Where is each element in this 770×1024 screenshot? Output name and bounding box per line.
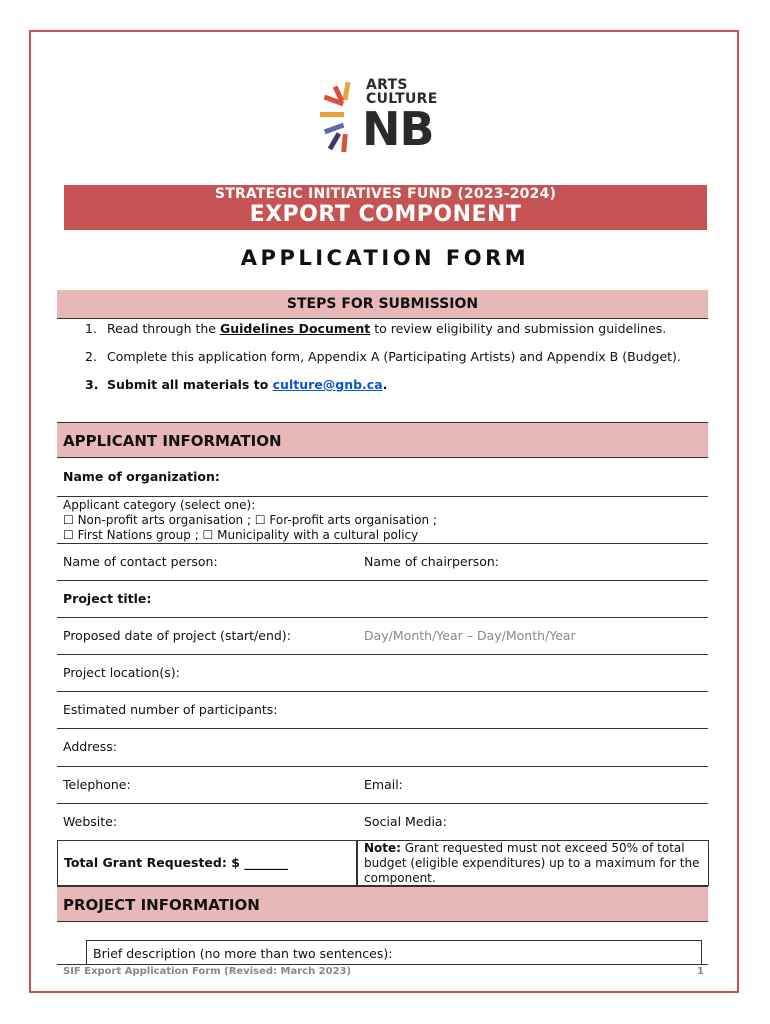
footer-text: SIF Export Application Form (Revised: March 2023) bbox=[63, 966, 352, 977]
brief-description-field[interactable]: Brief description (no more than two sentences): bbox=[86, 940, 702, 965]
total-grant-field[interactable]: Total Grant Requested: $ _______ bbox=[57, 840, 357, 886]
email-label: Email: bbox=[364, 777, 403, 792]
steps-heading: STEPS FOR SUBMISSION bbox=[57, 290, 708, 319]
date-placeholder: Day/Month/Year – Day/Month/Year bbox=[364, 628, 576, 643]
chairperson-label: Name of chairperson: bbox=[364, 554, 499, 569]
contact-person-label: Name of contact person: bbox=[63, 554, 218, 569]
logo-arts: ARTS bbox=[366, 77, 408, 93]
category-options-line1[interactable]: ☐ Non-profit arts organisation ; ☐ For-profit arts organisation ; bbox=[63, 513, 437, 527]
step-2: 2. Complete this application form, Appendix A (Participating Artists) and Appendix B (Budget). bbox=[85, 349, 681, 364]
step-3: 3. Submit all materials to culture@gnb.ca. bbox=[85, 377, 388, 392]
arts-culture-nb-logo bbox=[318, 76, 458, 158]
telephone-email-row[interactable] bbox=[57, 766, 708, 804]
category-options-line2[interactable]: ☐ First Nations group ; ☐ Municipality with a cultural policy bbox=[63, 528, 419, 542]
grant-note: Note: Grant requested must not exceed 50% of total budget (eligible expenditures) up to a maximum for the component. bbox=[357, 840, 709, 886]
applicant-category: Applicant category (select one): ☐ Non-profit arts organisation ; ☐ For-profit arts organisation ; ☐ First Nations group ; ☐ Municipality with a cultural policy bbox=[63, 498, 437, 542]
step-1: 1. Read through the Guidelines Document to review eligibility and submission guidelines. bbox=[85, 321, 667, 336]
participants-field[interactable]: Estimated number of participants: bbox=[57, 691, 708, 729]
proposed-date-field[interactable]: Proposed date of project (start/end): Day/Month/Year – Day/Month/Year bbox=[57, 617, 708, 655]
website-social-row[interactable] bbox=[57, 803, 708, 840]
sunburst-icon bbox=[318, 76, 366, 156]
telephone-label: Telephone: bbox=[63, 777, 131, 792]
title-banner bbox=[64, 185, 707, 230]
email-link[interactable]: culture@gnb.ca bbox=[272, 377, 383, 392]
project-info-heading: PROJECT INFORMATION bbox=[57, 886, 708, 922]
footer-divider bbox=[57, 964, 708, 965]
project-title-field[interactable]: Project title: bbox=[57, 580, 708, 618]
website-label: Website: bbox=[63, 814, 118, 829]
org-name-field[interactable]: Name of organization: bbox=[57, 458, 708, 497]
applicant-info-heading: APPLICANT INFORMATION bbox=[57, 422, 708, 458]
social-media-label: Social Media: bbox=[364, 814, 447, 829]
page-number: 1 bbox=[697, 966, 704, 977]
contact-row[interactable] bbox=[57, 543, 708, 581]
logo-culture: CULTURE bbox=[366, 91, 438, 107]
banner-title: EXPORT COMPONENT bbox=[249, 202, 522, 227]
project-location-field[interactable]: Project location(s): bbox=[57, 654, 708, 692]
guidelines-link[interactable]: Guidelines Document bbox=[219, 321, 371, 336]
form-title: APPLICATION FORM bbox=[240, 246, 530, 270]
address-field[interactable]: Address: bbox=[57, 728, 708, 767]
logo-nb: NB bbox=[362, 102, 434, 156]
banner-subtitle: STRATEGIC INITIATIVES FUND (2023-2024) bbox=[214, 186, 557, 202]
